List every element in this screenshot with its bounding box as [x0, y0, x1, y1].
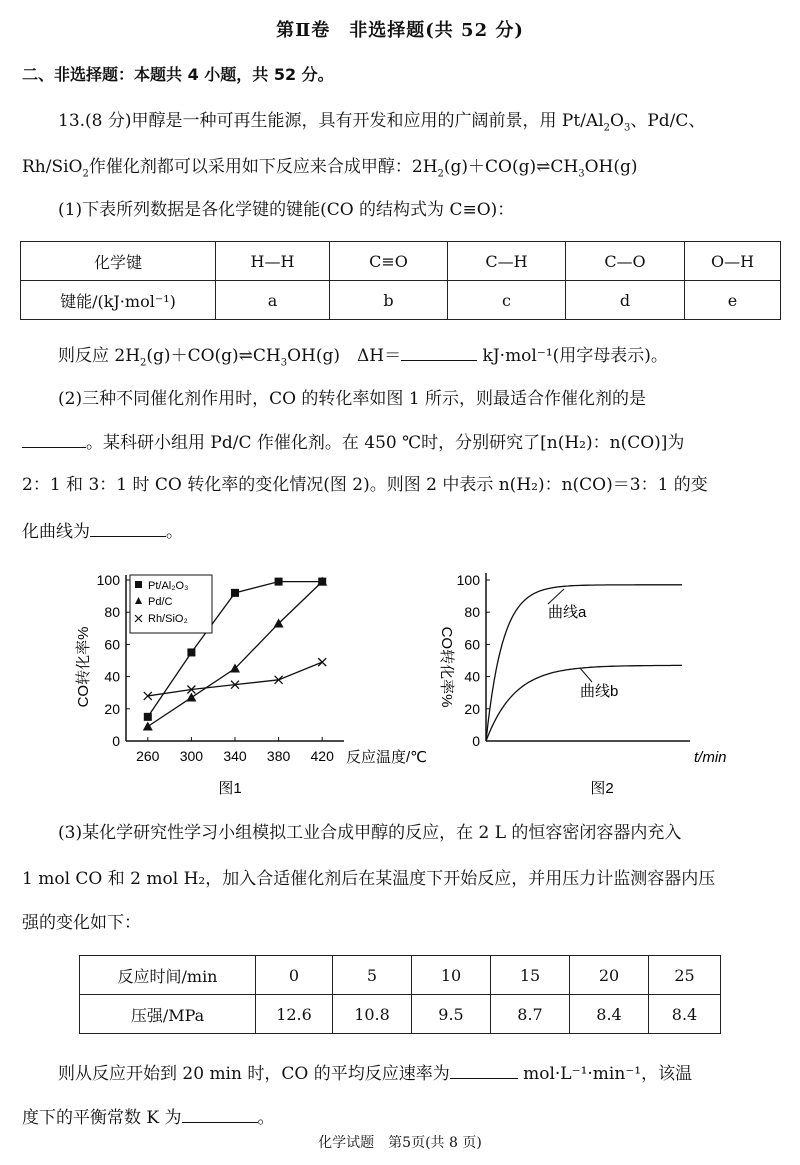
answer-blank-rate[interactable]: [450, 1062, 518, 1079]
fig1-x-tick-label: 340: [223, 748, 247, 764]
q13-part2-line4: 化曲线为 。: [22, 522, 183, 542]
fig1-y-label: CO转化率%: [75, 626, 92, 708]
q13-part3-line2: 1 mol CO 和 2 mol H₂，加入合适催化剂后在某温度下开始反应，并用压力计监测容器内压: [22, 869, 716, 889]
table-cell: 25: [649, 956, 721, 995]
bond-energy-table: [20, 241, 781, 320]
q13-part3-line1: (3)某化学研究性学习小组模拟工业合成甲醇的反应，在 2 L 的恒容密闭容器内充入: [58, 823, 682, 843]
table-cell: d: [566, 281, 685, 320]
curve-b-label: 曲线b: [580, 683, 619, 700]
fig1-x-tick-label: 300: [179, 748, 204, 764]
fig1-point-x: [318, 658, 326, 666]
fig1-y-tick-label: 80: [104, 604, 120, 621]
fig2-curve-b: [486, 665, 682, 741]
fig2-y-tick-label: 40: [464, 668, 480, 685]
table-header-cell: C—O: [566, 242, 685, 281]
table-header-cell: O—H: [685, 242, 781, 281]
fig1-y-tick-label: 60: [104, 636, 120, 653]
table-cell: e: [685, 281, 781, 320]
q13-part2-line3: 2：1 和 3：1 时 CO 转化率的变化情况(图 2)。则图 2 中表示 n(H₂)：n(CO)＝3：1 的变: [22, 475, 708, 495]
legend-label-pt: Pt/Al₂O₃: [148, 580, 189, 592]
q13-part1: (1)下表所列数据是各化学键的键能(CO 的结构式为 C≡O)：: [58, 200, 515, 220]
section-title: 二、非选择题：本题共 4 小题，共 52 分。: [22, 65, 334, 84]
fig2-y-tick-label: 80: [464, 604, 480, 621]
q13-part2-line2: 。某科研小组用 Pd/C 作催化剂。在 450 ℃时，分别研究了[n(H₂)：n(CO)]为: [22, 431, 684, 454]
curve-a-label: 曲线a: [548, 604, 587, 621]
answer-blank-k[interactable]: [182, 1106, 258, 1123]
figure-1-chart: [60, 555, 440, 805]
fig2-y-label: CO转化率%: [438, 626, 455, 708]
page-footer: 化学试题 第5页(共 8 页): [318, 1135, 482, 1151]
fig1-point-triangle: [143, 722, 153, 731]
curve-a-pointer: [548, 589, 564, 604]
fig1-y-tick-label: 20: [104, 700, 120, 717]
q13-part2-line1: (2)三种不同催化剂作用时，CO 的转化率如图 1 所示，则最适合作催化剂的是: [58, 389, 647, 409]
table-header-cell: C—H: [448, 242, 566, 281]
q13-part3-line3: 强的变化如下：: [22, 913, 141, 933]
table-cell: c: [448, 281, 566, 320]
legend-square-marker: [135, 581, 142, 588]
table-cell: b: [330, 281, 448, 320]
table-cell: 8.4: [649, 995, 721, 1034]
table-cell: 20: [570, 956, 649, 995]
fig2-y-tick-label: 20: [464, 700, 480, 717]
fig1-x-tick-label: 380: [266, 748, 291, 764]
pressure-table: [79, 955, 721, 1034]
q13-delta-h-line: 则反应 $2H_2(g)+CO(g)\rightleftharpoons CH_3OH(g)$ ΔH＝ kJ·mol⁻¹(用字母表示)。: [58, 346, 668, 369]
table-cell: 12.6: [256, 995, 333, 1034]
table-row: [21, 242, 781, 281]
answer-blank-catalyst[interactable]: [22, 431, 86, 448]
fig1-point-square: [275, 578, 283, 586]
fig1-point-square: [144, 713, 152, 721]
table-cell: a: [216, 281, 330, 320]
page-title: 第Ⅱ卷 非选择题(共 52 分): [276, 20, 524, 41]
curve-b-pointer: [580, 668, 592, 682]
table-row: [80, 956, 721, 995]
q13-part3-line4: 则从反应开始到 20 min 时，CO 的平均反应速率为 mol·L⁻¹·min⁻¹，该温: [58, 1064, 693, 1084]
table-cell: 5: [333, 956, 412, 995]
table-header-cell: C≡O: [330, 242, 448, 281]
fig1-y-tick-label: 0: [112, 733, 120, 749]
table-cell: 键能/(kJ·mol⁻¹): [21, 281, 216, 320]
fig1-x-label: 反应温度/℃: [346, 749, 428, 766]
fig1-legend: [130, 575, 212, 633]
table-cell: 10.8: [333, 995, 412, 1034]
table-cell: 压强/MPa: [80, 995, 256, 1034]
fig2-y-tick-label: 60: [464, 636, 480, 653]
table-cell: 0: [256, 956, 333, 995]
table-row: [21, 281, 781, 320]
q13-intro-line2: Rh/SiO$_2$作催化剂都可以采用如下反应来合成甲醇：$2H_2(g)+CO(g)\rightleftharpoons CH_3OH(g)$: [22, 157, 638, 180]
figure-2-chart: [420, 555, 780, 805]
fig1-y-tick-label: 40: [104, 668, 120, 685]
fig1-x-tick-label: 260: [136, 748, 160, 764]
fig2-x-label: t/min: [694, 749, 727, 766]
fig2-y-tick-label: 100: [456, 572, 480, 588]
answer-blank-curve[interactable]: [90, 520, 166, 537]
fig1-x-tick-label: 420: [310, 748, 334, 764]
table-header-cell: H—H: [216, 242, 330, 281]
fig1-caption: 图1: [218, 780, 242, 797]
fig2-caption: 图2: [590, 780, 614, 797]
q13-part3-line5: 度下的平衡常数 K 为 。: [22, 1108, 275, 1128]
table-cell: 9.5: [412, 995, 491, 1034]
table-row: [80, 995, 721, 1034]
fig1-y-tick-label: 100: [96, 572, 120, 588]
legend-label-pd: Pd/C: [148, 596, 173, 608]
table-cell: 10: [412, 956, 491, 995]
table-cell: 8.7: [491, 995, 570, 1034]
table-cell: 反应时间/min: [80, 956, 256, 995]
table-cell: 8.4: [570, 995, 649, 1034]
fig1-point-square: [187, 648, 195, 656]
fig2-y-tick-label: 0: [472, 733, 480, 749]
legend-label-rh: Rh/SiO₂: [148, 613, 188, 625]
q13-intro-line1: 13.(8 分)甲醇是一种可再生能源，具有开发和应用的广阔前景，用 $Pt/Al_2O_3$、Pd/C、: [58, 111, 706, 134]
answer-blank-delta-h[interactable]: [401, 344, 477, 361]
table-cell: 15: [491, 956, 570, 995]
table-header-cell: 化学键: [21, 242, 216, 281]
fig1-point-square: [231, 589, 239, 597]
